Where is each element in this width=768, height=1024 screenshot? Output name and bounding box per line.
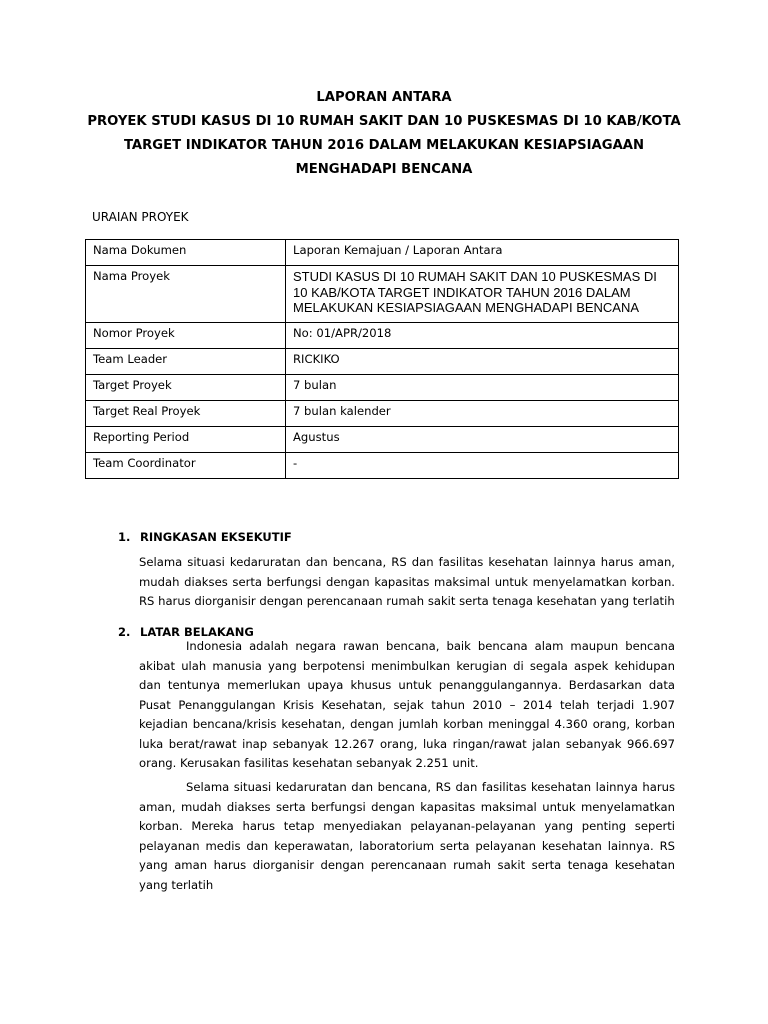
row-value: STUDI KASUS DI 10 RUMAH SAKIT DAN 10 PUSKESMAS DI 10 KAB/KOTA TARGET INDIKATOR TAHUN 2016 DALAM MELAKUKAN KESIAPSIAGAAN MENGHADAPI BENCANA bbox=[286, 266, 679, 323]
section-title: RINGKASAN EKSEKUTIF bbox=[140, 530, 292, 544]
row-label: Target Real Proyek bbox=[86, 400, 286, 426]
table-row bbox=[86, 426, 679, 452]
table-row bbox=[86, 322, 679, 348]
section-2-paragraph-1: Indonesia adalah negara rawan bencana, baik bencana alam maupun bencana akibat ulah manusia yang berpotensi menimbulkan kerugian di segala aspek kehidupan dan tentunya memerlukan upaya khusus untuk penanggulangannya. Berdasarkan data Pusat Penanggulangan Krisis Kesehatan, sejak tahun 2010 – 2014 telah terjadi 1.907 kejadian bencana/krisis kesehatan, dengan jumlah korban meninggal 4.360 orang, korban luka berat/rawat inap sebanyak 12.267 orang, luka ringan/rawat jalan sebanyak 966.697 orang. Kerusakan fasilitas kesehatan sebanyak 2.251 unit. bbox=[139, 639, 675, 770]
row-value: Agustus bbox=[286, 426, 679, 452]
section-number: 1. bbox=[118, 530, 131, 544]
title-line-4: MENGHADAPI BENCANA bbox=[295, 162, 473, 177]
section-1-heading bbox=[118, 530, 292, 544]
title-line-1: LAPORAN ANTARA bbox=[316, 90, 452, 105]
row-value: - bbox=[286, 452, 679, 478]
section-1-paragraph: Selama situasi kedaruratan dan bencana, RS dan fasilitas kesehatan lainnya harus aman, mudah diakses serta berfungsi dengan kapasitas maksimal untuk menyelamatkan korban. RS harus diorganisir dengan perencanaan rumah sakit serta tenaga kesehatan yang terlatih bbox=[139, 555, 675, 608]
row-label: Target Proyek bbox=[86, 374, 286, 400]
row-value: RICKIKO bbox=[286, 348, 679, 374]
row-label: Team Leader bbox=[86, 348, 286, 374]
row-label: Nama Dokumen bbox=[86, 240, 286, 266]
row-label: Nomor Proyek bbox=[86, 322, 286, 348]
row-label: Team Coordinator bbox=[86, 452, 286, 478]
table-row bbox=[86, 240, 679, 266]
row-value: 7 bulan bbox=[286, 374, 679, 400]
row-value: Laporan Kemajuan / Laporan Antara bbox=[286, 240, 679, 266]
table-row bbox=[86, 452, 679, 478]
table-row bbox=[86, 348, 679, 374]
title-line-3: TARGET INDIKATOR TAHUN 2016 DALAM MELAKUKAN KESIAPSIAGAAN bbox=[123, 138, 645, 153]
uraian-caption: URAIAN PROYEK bbox=[92, 210, 189, 224]
table-row bbox=[86, 374, 679, 400]
section-number: 2. bbox=[118, 625, 131, 639]
project-info-table bbox=[85, 239, 679, 479]
row-value: No: 01/APR/2018 bbox=[286, 322, 679, 348]
row-label: Nama Proyek bbox=[86, 266, 286, 323]
section-2-paragraph-2: Selama situasi kedaruratan dan bencana, RS dan fasilitas kesehatan lainnya harus aman, mudah diakses serta berfungsi dengan kapasitas maksimal untuk menyelamatkan korban. Mereka harus tetap menyediakan pelayanan-pelayanan yang penting seperti pelayanan medis dan keperawatan, laboratorium serta pelayanan kesehatan lainnya. RS yang aman harus diorganisir dengan perencanaan rumah sakit serta tenaga kesehatan yang terlatih bbox=[139, 780, 675, 892]
section-title: LATAR BELAKANG bbox=[140, 625, 254, 639]
table-row bbox=[86, 400, 679, 426]
table-row bbox=[86, 266, 679, 323]
document-title bbox=[60, 86, 708, 182]
row-label: Reporting Period bbox=[86, 426, 286, 452]
row-value: 7 bulan kalender bbox=[286, 400, 679, 426]
title-line-2: PROYEK STUDI KASUS DI 10 RUMAH SAKIT DAN 10 PUSKESMAS DI 10 KAB/KOTA bbox=[87, 114, 681, 129]
